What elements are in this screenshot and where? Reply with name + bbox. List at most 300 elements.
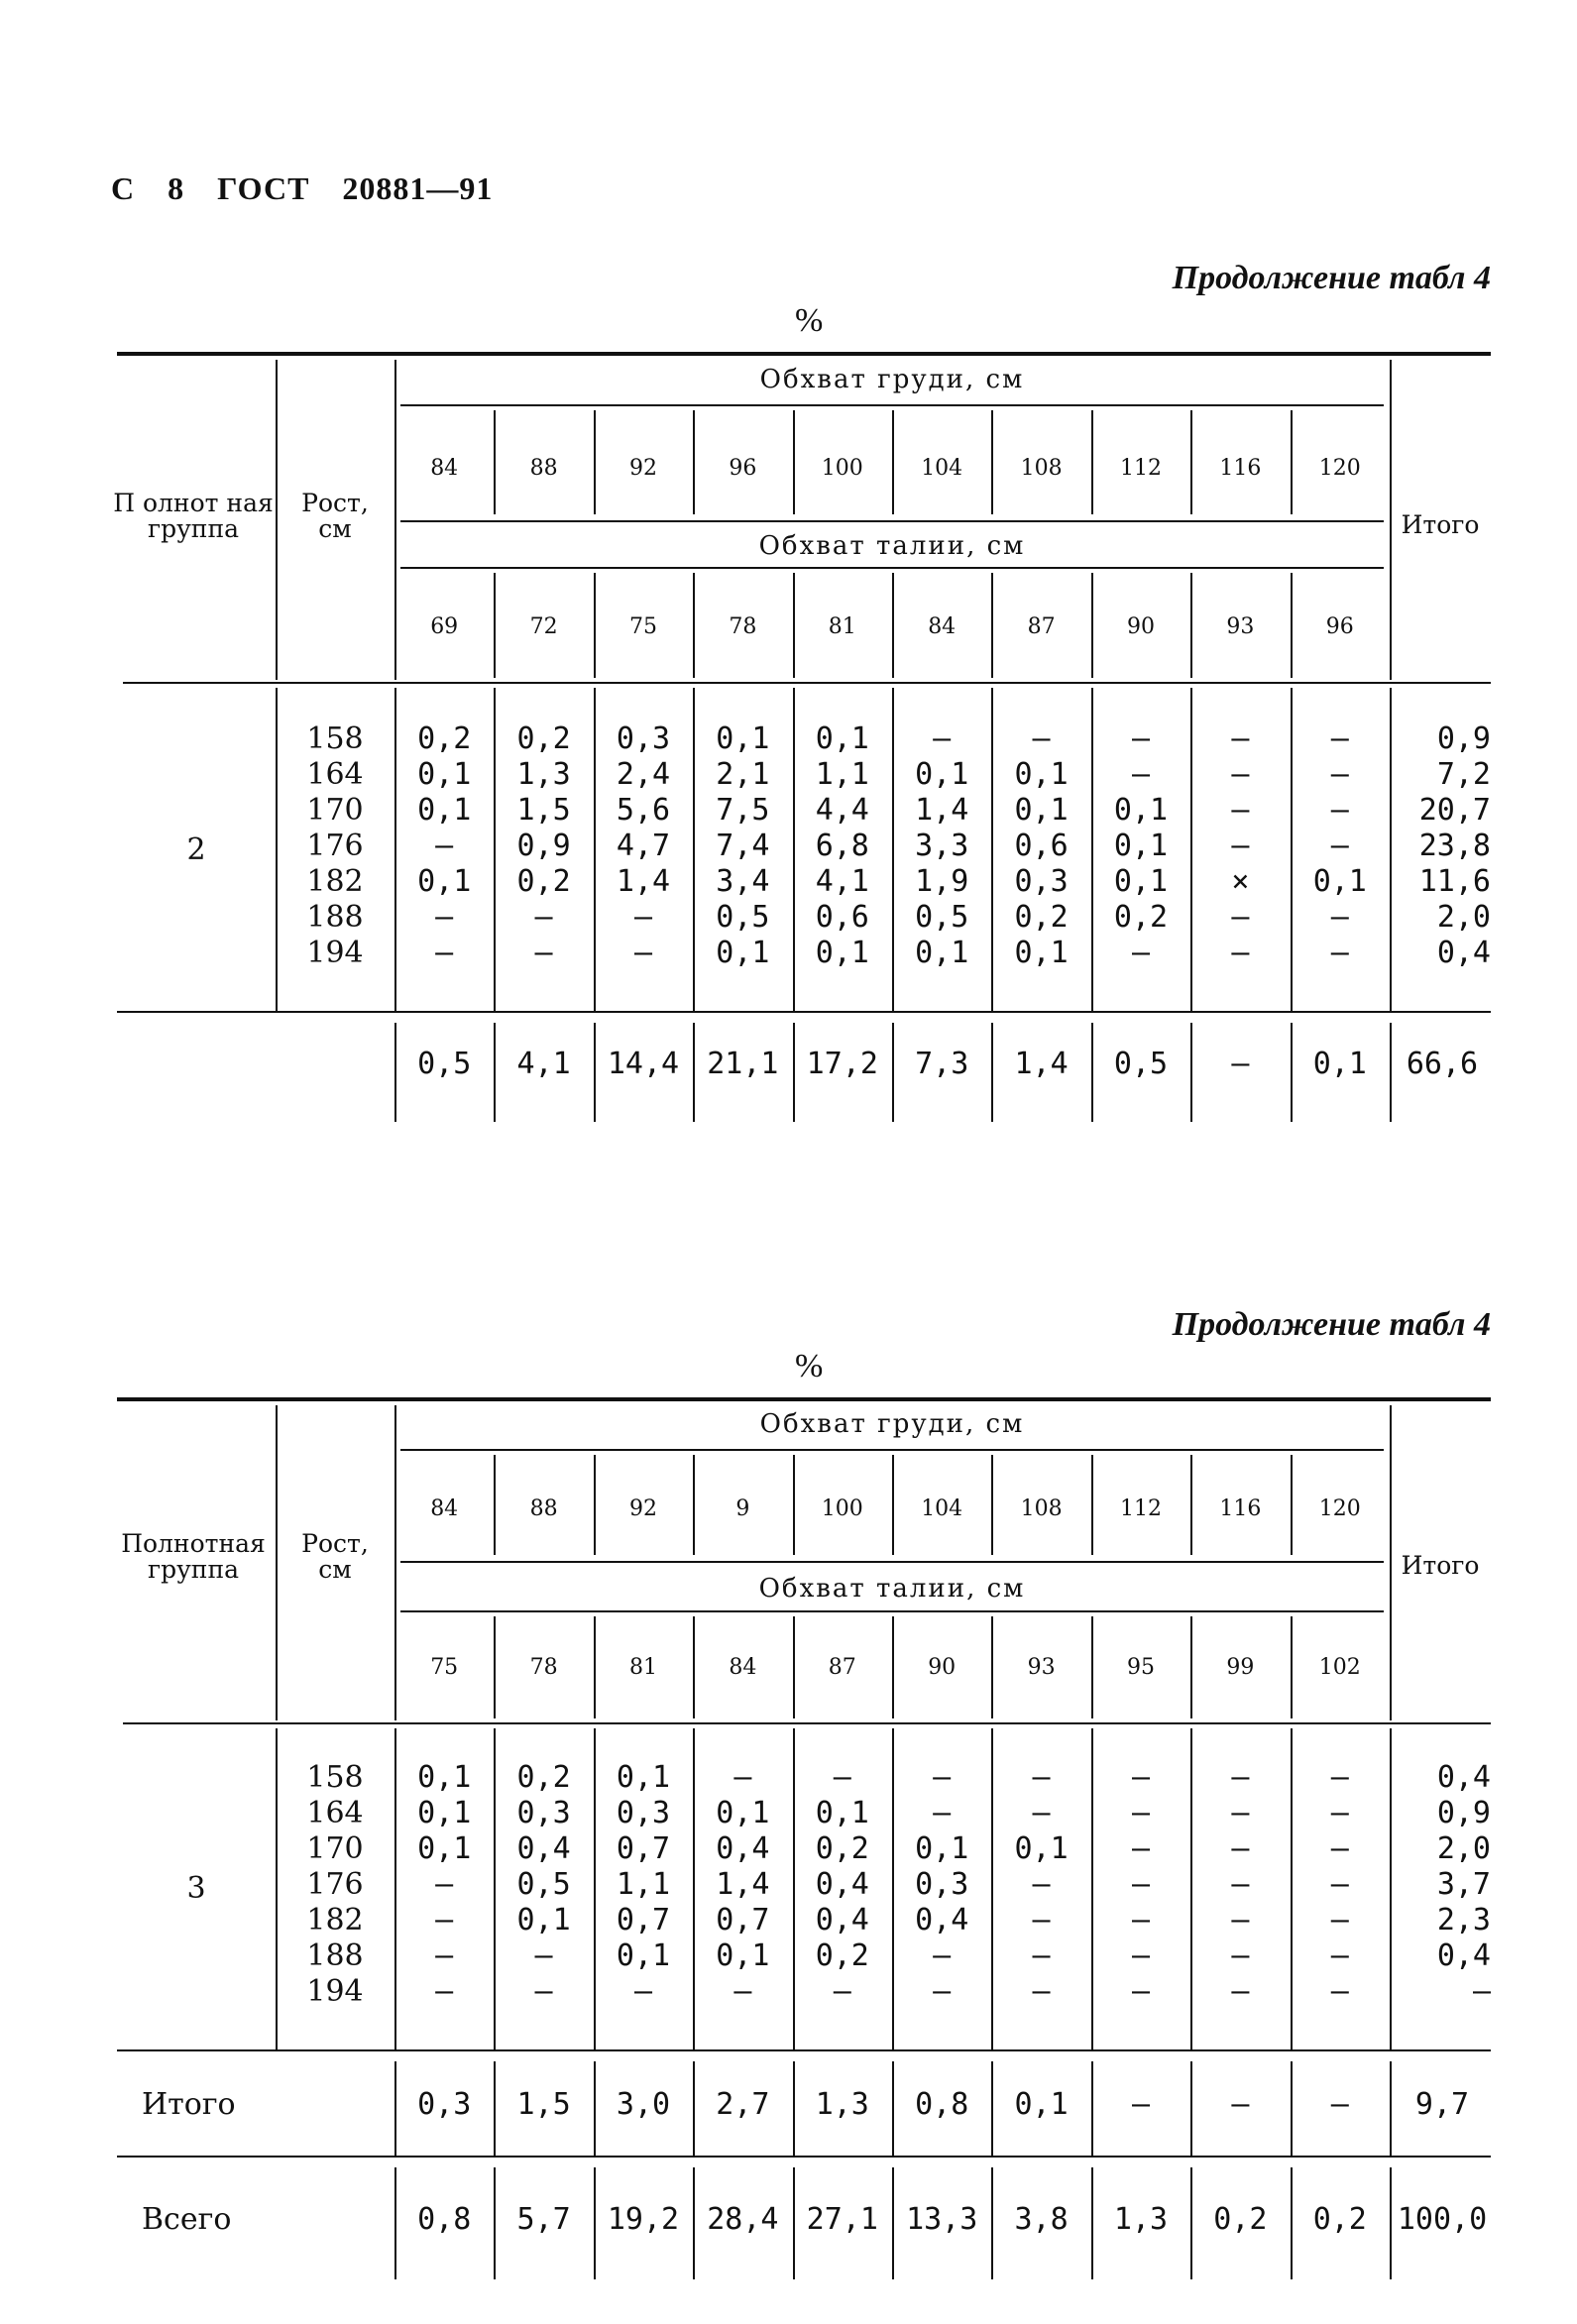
data-cell: 0,5 [516,1867,571,1902]
chest-size: 112 [1119,1496,1162,1521]
data-cell: 3,4 [716,864,770,899]
data-cell: — [733,1760,752,1795]
size-divider [693,1455,695,1555]
size-divider [594,573,596,678]
data-cell: 0,1 [716,1938,770,1973]
data-cell: 0,1 [1312,864,1367,899]
chest-girth-label: Обхват груди, см [759,365,1025,394]
body-divider [1390,1728,1392,2049]
data-cell: 0,1 [915,757,969,792]
data-cell: — [933,1938,952,1973]
data-cell: — [1231,1938,1250,1973]
data-cell: 0,2 [516,1760,571,1795]
data-cell: 0,1 [1014,1831,1069,1866]
size-divider [1091,1616,1093,1718]
row-total: 0,9 [1436,721,1491,756]
data-cell: — [435,1974,454,2009]
data-cell: — [1032,1796,1051,1830]
size-divider [594,1616,596,1718]
waist-size: 96 [1325,614,1354,639]
summary-value: 4,1 [516,1047,571,1081]
summary-row-label: Итого [142,2087,236,2122]
summary-total: 66,6 [1406,1047,1479,1081]
data-cell: 0,4 [815,1903,869,1937]
data-column [394,721,494,971]
data-cell: — [1131,1974,1151,2009]
height-value: 158 [306,721,364,756]
data-cell: 0,1 [716,936,770,970]
size-divider [1190,410,1192,514]
data-cell: — [1231,1974,1250,2009]
size-divider [892,1455,894,1555]
group-number: 3 [186,1871,206,1906]
row-total: 2,3 [1436,1903,1491,1937]
data-cell: — [1231,793,1250,828]
height-value: 176 [306,829,364,863]
data-cell: 2,1 [716,757,770,792]
size-divider [1291,410,1293,514]
data-cell: 0,1 [417,757,472,792]
chest-size: 120 [1318,456,1361,481]
size-divider [494,1616,496,1718]
table-caption: Продолжение табл 4 [1172,260,1491,296]
chest-size: 100 [821,1496,863,1521]
size-divider [793,573,795,678]
data-cell: 0,3 [616,721,671,756]
row-total: 2,0 [1436,1831,1491,1866]
mid-header-rule [400,520,1384,522]
data-cell: — [1330,1938,1349,1973]
height-value: 170 [306,793,364,828]
chest-size: 88 [529,1496,558,1521]
data-cell: 0,2 [516,721,571,756]
waist-size: 84 [729,1655,757,1680]
height-value: 188 [306,900,364,935]
data-cell: 5,6 [616,793,671,828]
data-column [1291,721,1390,971]
data-cell: 1,1 [616,1867,671,1902]
data-cell: 0,1 [716,1796,770,1830]
data-cell: — [1032,1903,1051,1937]
summary-value: — [1330,2087,1349,2122]
data-cell: 0,2 [417,721,472,756]
data-cell: — [633,1974,653,2009]
data-cell: 0,1 [616,1760,671,1795]
summary-value: 0,1 [1014,2087,1069,2122]
header-prefix: С [111,170,136,206]
row-total: 7,2 [1436,757,1491,792]
summary-value: 2,7 [716,2087,770,2122]
summary-value: — [1131,2087,1151,2122]
data-cell: — [633,936,653,970]
data-cell: 0,2 [815,1831,869,1866]
data-cell: 0,3 [516,1796,571,1830]
data-cell: 0,7 [716,1903,770,1937]
row-total: — [1472,1974,1491,2009]
summary-value: 0,2 [1213,2202,1268,2237]
summary-value: 27,1 [806,2202,878,2237]
data-cell: 7,5 [716,793,770,828]
group-number: 2 [186,832,206,867]
summary-value: 0,1 [1312,1047,1367,1081]
data-cell: — [1330,1903,1349,1937]
summary-rule [117,2156,1491,2158]
waist-size: 93 [1027,1655,1056,1680]
header-standard: ГОСТ [217,170,310,206]
data-column [892,721,991,971]
table-top-rule [117,352,1491,356]
body-divider [1390,688,1392,1011]
data-cell: — [1131,1903,1151,1937]
chest-size: 84 [430,456,459,481]
data-cell: — [1330,936,1349,970]
data-cell: — [1231,757,1250,792]
size-divider [693,1616,695,1718]
data-column [1190,721,1290,971]
waist-label-rule [400,1610,1384,1612]
data-cell: 0,1 [915,1831,969,1866]
data-cell: — [1231,1760,1250,1795]
data-column [594,1760,693,2010]
row-total: 3,7 [1436,1867,1491,1902]
data-cell: — [1330,1974,1349,2009]
data-column [991,721,1090,971]
waist-label-rule [400,567,1384,569]
size-divider [1091,410,1093,514]
data-cell: — [1032,1938,1051,1973]
data-cell: 0,1 [815,936,869,970]
data-cell: 0,3 [1014,864,1069,899]
size-divider [991,1455,993,1555]
row-total: 0,4 [1436,936,1491,970]
data-cell: 0,6 [1014,829,1069,863]
data-cell: 1,4 [716,1867,770,1902]
summary-value: 0,2 [1312,2202,1367,2237]
data-cell: 0,1 [1014,757,1069,792]
data-cell: — [1131,936,1151,970]
mid-header-rule [400,1561,1384,1563]
data-cell: 0,2 [815,1938,869,1973]
height-column-header: Рост, см [301,489,369,543]
data-cell: 1,3 [516,757,571,792]
data-cell: — [435,936,454,970]
summary-value: 28,4 [707,2202,779,2237]
data-cell: 4,1 [815,864,869,899]
data-cell: 0,1 [417,1796,472,1830]
waist-girth-label: Обхват талии, см [758,531,1026,561]
height-value: 182 [306,1903,364,1937]
data-cell: 0,4 [915,1903,969,1937]
data-cell: 4,4 [815,793,869,828]
size-divider [892,410,894,514]
data-cell: — [1231,900,1250,935]
data-cell: 1,4 [915,793,969,828]
data-cell: — [1231,721,1250,756]
unit-label: % [795,302,824,339]
height-values [276,1760,394,2010]
summary-value: — [1231,1047,1250,1081]
data-cell: 1,5 [516,793,571,828]
data-cell: — [1330,1831,1349,1866]
data-cell: — [1131,1760,1151,1795]
size-divider [1190,1616,1192,1718]
data-column [394,1760,494,2010]
data-cell: — [733,1974,752,2009]
data-cell: 7,4 [716,829,770,863]
summary-value: 1,4 [1014,1047,1069,1081]
data-column [793,1760,892,2010]
size-divider [892,573,894,678]
summary-value: 5,7 [516,2202,571,2237]
waist-size: 90 [928,1655,957,1680]
summary-value: 7,3 [915,1047,969,1081]
data-column [594,721,693,971]
waist-size: 69 [430,614,459,639]
page-header [111,170,516,207]
waist-size: 102 [1318,1655,1361,1680]
unit-label: % [795,1348,824,1384]
summary-value: 0,8 [915,2087,969,2122]
waist-size: 75 [628,614,657,639]
chest-label-rule [400,404,1384,406]
header-bottom-rule [123,1722,1491,1724]
data-cell: — [1330,793,1349,828]
data-cell: 1,9 [915,864,969,899]
summary-value: 1,5 [516,2087,571,2122]
row-total: 20,7 [1418,793,1491,828]
data-cell: — [933,721,952,756]
summary-total: 9,7 [1414,2087,1470,2122]
data-cell: 0,1 [1014,793,1069,828]
data-column [494,721,593,971]
size-divider [793,410,795,514]
height-value: 164 [306,757,364,792]
chest-size: 112 [1119,456,1162,481]
data-cell: — [435,1903,454,1937]
data-cell: 2,4 [616,757,671,792]
size-divider [494,573,496,678]
size-divider [1291,573,1293,678]
summary-value: 14,4 [607,1047,680,1081]
waist-size: 78 [729,614,757,639]
data-cell: 0,1 [1014,936,1069,970]
height-value: 182 [306,864,364,899]
summary-value: 17,2 [806,1047,878,1081]
total-column-header: Итого [1401,1551,1480,1580]
data-cell: — [1032,1867,1051,1902]
data-cell: 0,1 [1113,864,1169,899]
summary-value: 1,3 [815,2087,869,2122]
data-cell: — [1032,1974,1051,2009]
data-cell: — [534,1974,553,2009]
data-cell: 0,1 [915,936,969,970]
data-cell: 0,1 [716,721,770,756]
row-total-values [1400,721,1491,971]
data-cell: 0,1 [417,793,472,828]
waist-size: 87 [1027,614,1056,639]
data-cell: — [435,900,454,935]
height-value: 176 [306,1867,364,1902]
data-cell: 0,1 [815,721,869,756]
data-cell: — [534,1938,553,1973]
height-values [276,721,394,971]
data-cell: 0,2 [516,864,571,899]
data-cell: — [435,1938,454,1973]
data-cell: — [1231,1903,1250,1937]
summary-value: 3,0 [616,2087,671,2122]
size-divider [1291,1455,1293,1555]
size-divider [494,410,496,514]
row-total: 11,6 [1418,864,1491,899]
data-cell: — [1131,721,1151,756]
data-cell: 0,4 [516,1831,571,1866]
summary-value: 0,3 [417,2087,472,2122]
data-cell: 0,1 [417,1760,472,1795]
data-cell: — [1231,1831,1250,1866]
chest-size: 9 [735,1496,750,1521]
chest-size: 108 [1020,1496,1063,1521]
data-column [1091,1760,1190,2010]
size-divider [693,573,695,678]
height-value: 194 [306,936,364,970]
waist-size: 72 [529,614,558,639]
data-cell: — [1231,1867,1250,1902]
row-total: 0,4 [1436,1760,1491,1795]
data-column [693,721,792,971]
data-cell: 0,5 [716,900,770,935]
summary-divider [1390,2167,1392,2279]
row-total: 23,8 [1418,829,1491,863]
summary-value: 1,3 [1113,2202,1169,2237]
data-cell: — [1330,721,1349,756]
chest-size: 108 [1020,456,1063,481]
size-divider [494,1455,496,1555]
data-cell: × [1231,864,1250,899]
data-cell: 0,7 [616,1831,671,1866]
data-cell: — [933,1974,952,2009]
data-cell: 0,3 [915,1867,969,1902]
waist-size: 81 [628,1655,657,1680]
data-cell: 4,7 [616,829,671,863]
body-bottom-rule [117,2049,1491,2051]
size-divider [1091,573,1093,678]
row-total: 2,0 [1436,900,1491,935]
summary-value: 3,8 [1014,2202,1069,2237]
body-bottom-rule [117,1011,1491,1013]
size-divider [1190,573,1192,678]
summary-value: 0,5 [1113,1047,1169,1081]
size-divider [793,1455,795,1555]
waist-size: 95 [1126,1655,1155,1680]
data-cell: 0,4 [716,1831,770,1866]
waist-girth-label: Обхват талии, см [758,1574,1026,1604]
summary-value: 19,2 [607,2202,680,2237]
chest-size: 104 [921,456,963,481]
table-caption: Продолжение табл 4 [1172,1306,1491,1343]
height-value: 158 [306,1760,364,1795]
summary-divider [1390,2061,1392,2156]
chest-size: 120 [1318,1496,1361,1521]
chest-size: 84 [430,1496,459,1521]
data-cell: — [1330,900,1349,935]
data-column [1190,1760,1290,2010]
group-column-header: П олнот ная группа [113,489,274,543]
size-divider [892,1616,894,1718]
height-value: 170 [306,1831,364,1866]
size-divider [1291,1616,1293,1718]
data-cell: 0,1 [516,1903,571,1937]
data-cell: — [1032,721,1051,756]
waist-size: 84 [928,614,957,639]
data-cell: — [1330,757,1349,792]
data-cell: — [1330,1796,1349,1830]
data-column [793,721,892,971]
chest-size: 92 [628,1496,657,1521]
row-total-values [1400,1760,1491,2010]
data-column [991,1760,1090,2010]
data-cell: — [1131,1867,1151,1902]
chest-size: 104 [921,1496,963,1521]
data-cell: — [1131,1796,1151,1830]
data-cell: — [1231,829,1250,863]
data-cell: 6,8 [815,829,869,863]
data-cell: 0,2 [1014,900,1069,935]
data-cell: 0,4 [815,1867,869,1902]
summary-total: 100,0 [1397,2202,1488,2237]
data-cell: 0,2 [1113,900,1169,935]
data-cell: — [933,1760,952,1795]
data-cell: 1,4 [616,864,671,899]
waist-size: 90 [1126,614,1155,639]
size-divider [1091,1455,1093,1555]
summary-value: 13,3 [906,2202,978,2237]
header-standard-number: 20881—91 [342,170,494,206]
waist-size: 81 [828,614,856,639]
chest-size: 116 [1219,456,1262,481]
data-cell: 0,9 [516,829,571,863]
data-cell: — [1231,936,1250,970]
data-cell: 0,1 [815,1796,869,1830]
data-cell: — [534,936,553,970]
height-column-header: Рост, см [301,1529,369,1584]
data-cell: — [1330,1867,1349,1902]
data-cell: 0,5 [915,900,969,935]
size-divider [594,1455,596,1555]
data-cell: 0,7 [616,1903,671,1937]
chest-size: 96 [729,456,757,481]
table-top-rule [117,1397,1491,1401]
data-cell: — [633,900,653,935]
summary-value: 0,8 [417,2202,472,2237]
data-cell: — [435,1867,454,1902]
data-cell: — [534,900,553,935]
size-divider [991,573,993,678]
data-cell: — [833,1974,851,2009]
data-column [892,1760,991,2010]
row-total: 0,9 [1436,1796,1491,1830]
data-cell: 0,1 [417,864,472,899]
summary-value: — [1231,2087,1250,2122]
data-cell: 0,1 [417,1831,472,1866]
summary-row-label: Всего [142,2202,232,2237]
data-cell: — [833,1760,851,1795]
data-cell: — [1330,1760,1349,1795]
data-cell: — [1131,757,1151,792]
chest-size: 92 [628,456,657,481]
data-cell: — [933,1796,952,1830]
summary-value: 0,5 [417,1047,472,1081]
data-column [1091,721,1190,971]
